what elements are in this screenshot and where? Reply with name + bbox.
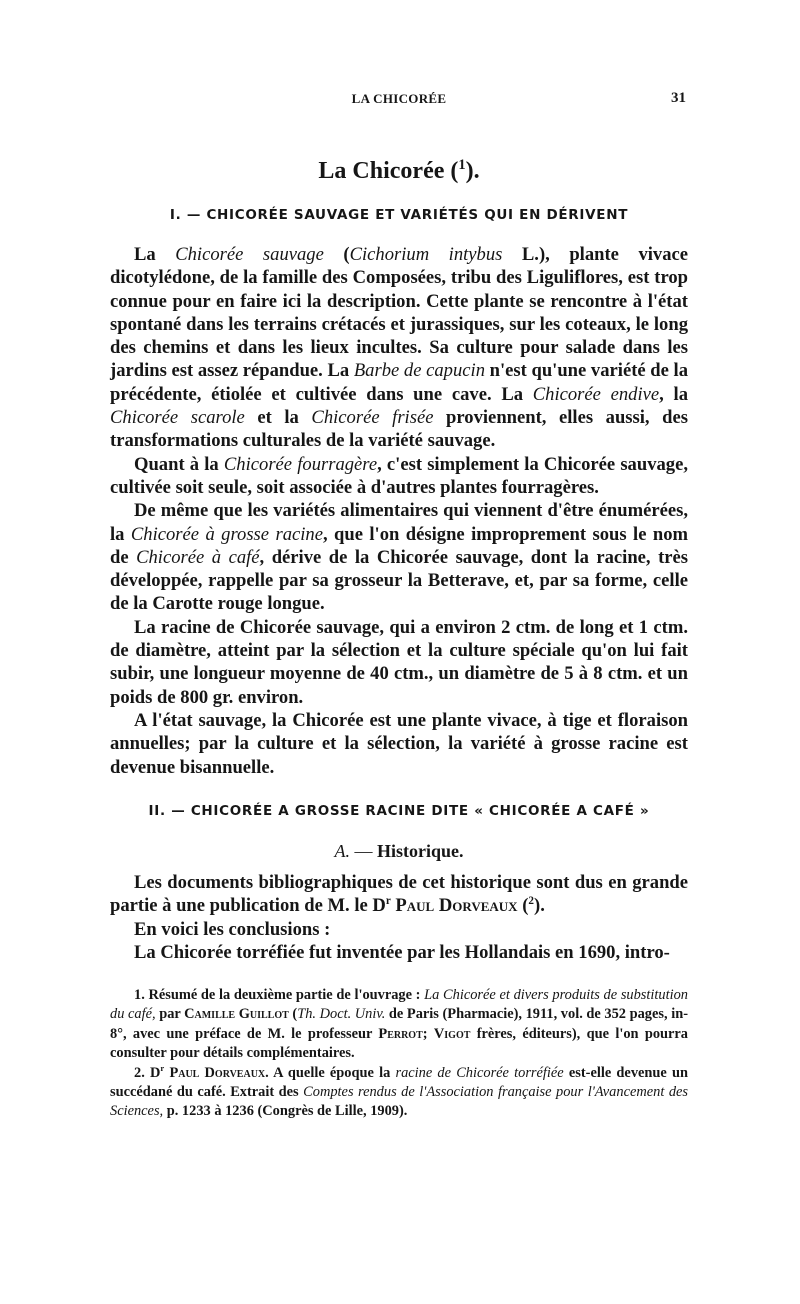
chapter-title: La Chicorée ($^1$). — [318, 157, 480, 184]
footnotes — [110, 986, 688, 1122]
page-number: 31 — [671, 90, 686, 106]
chapter-title-text: La Chicorée — [318, 158, 445, 184]
footnote-ref-1: 1 — [458, 157, 466, 173]
section-2-body — [110, 871, 688, 964]
paragraph: La racine de Chicorée sauvage, qui a environ 2 ctm. de long et 1 ctm. de diamètre, atteint par la sélection et la culture spéciale qu'on lui fait subir, une longueur moyenne de 40 ctm., un diamètre de 5 à 8 ctm. et un poids de 800 gr. environ. — [110, 616, 688, 708]
section-1-body — [110, 243, 688, 779]
subheading-historique: A. — Historique. — [334, 841, 464, 861]
paragraph: De même que les variétés alimentaires qui viennent d'être énumérées, la Chicorée à grosse racine, que l'on désigne improprement sous le nom de Chicorée à café, dérive de la Chicorée sauvage, dont la racine, très développée, rappelle par sa grosseur la Betterave, et, par sa forme, celle de la Carotte rouge longue. — [110, 500, 689, 615]
paragraph: A l'état sauvage, la Chicorée est une plante vivace, à tige et floraison annuelles; par la culture et la sélection, la variété à grosse racine est devenue bisannuelle. — [110, 709, 688, 778]
paragraph: Quant à la Chicorée fourragère, c'est simplement la Chicorée sauvage, cultivée soit seule, soit associée à d'autres plantes fourragères. — [110, 453, 688, 498]
running-title: LA CHICORÉE — [351, 91, 447, 106]
paragraph: Les documents bibliographiques de cet historique sont dus en grande partie à une publication de M. le $D^r$ Paul Dorveaux ($^2$). — [110, 872, 688, 917]
running-head — [110, 91, 688, 111]
footnote-2: 2. $D^r$ Paul Dorveaux. A quelle époque la racine de Chicorée torréfiée est-elle devenue un succédané du café. Extrait des Comptes rendus de l'Association française pour l'Avancement des Sciences, p. 1233 à 1236 (Congrès de Lille, 1909). — [110, 1062, 688, 1120]
paragraph: La Chicorée sauvage (Cichorium intybus L.), plante vivace dicotylédone, de la famille des Composées, tribu des Liguliflores, est trop connue pour en faire ici la description. Cette plante se rencontre à l'état spontané dans les terrains crétacés et jurassiques, sur les coteaux, le long des chemins et dans les lieux incultes. Sa culture pour salade dans les jardins est assez répandue. La Barbe de capucin n'est qu'une variété de la précédente, étiolée et cultivée dans une cave. La Chicorée endive, la Chicorée scarole et la Chicorée frisée proviennent, elles aussi, des transformations culturales de la variété sauvage. — [110, 244, 689, 452]
section-heading-2: II. — CHICORÉE A GROSSE RACINE DITE « CHICORÉE A CAFÉ » — [148, 803, 650, 819]
footnote-ref-2: 2 — [528, 895, 534, 908]
footnote-1: 1. Résumé de la deuxième partie de l'ouvrage : La Chicorée et divers produits de substitution du café, par Camille Guillot (Th. Doct. Univ. de Paris (Pharmacie), 1911, vol. de 352 pages, in-8°, avec une préface de M. le professeur Perrot; Vigot frères, éditeurs), que l'on pourra consulter pour détails complémentaires. — [110, 987, 689, 1062]
paragraph: La Chicorée torréfiée fut inventée par les Hollandais en 1690, intro- — [134, 941, 670, 963]
paragraph: En voici les conclusions : — [134, 918, 331, 940]
section-heading-1: I. — CHICORÉE SAUVAGE ET VARIÉTÉS QUI EN DÉRIVENT — [169, 207, 629, 223]
